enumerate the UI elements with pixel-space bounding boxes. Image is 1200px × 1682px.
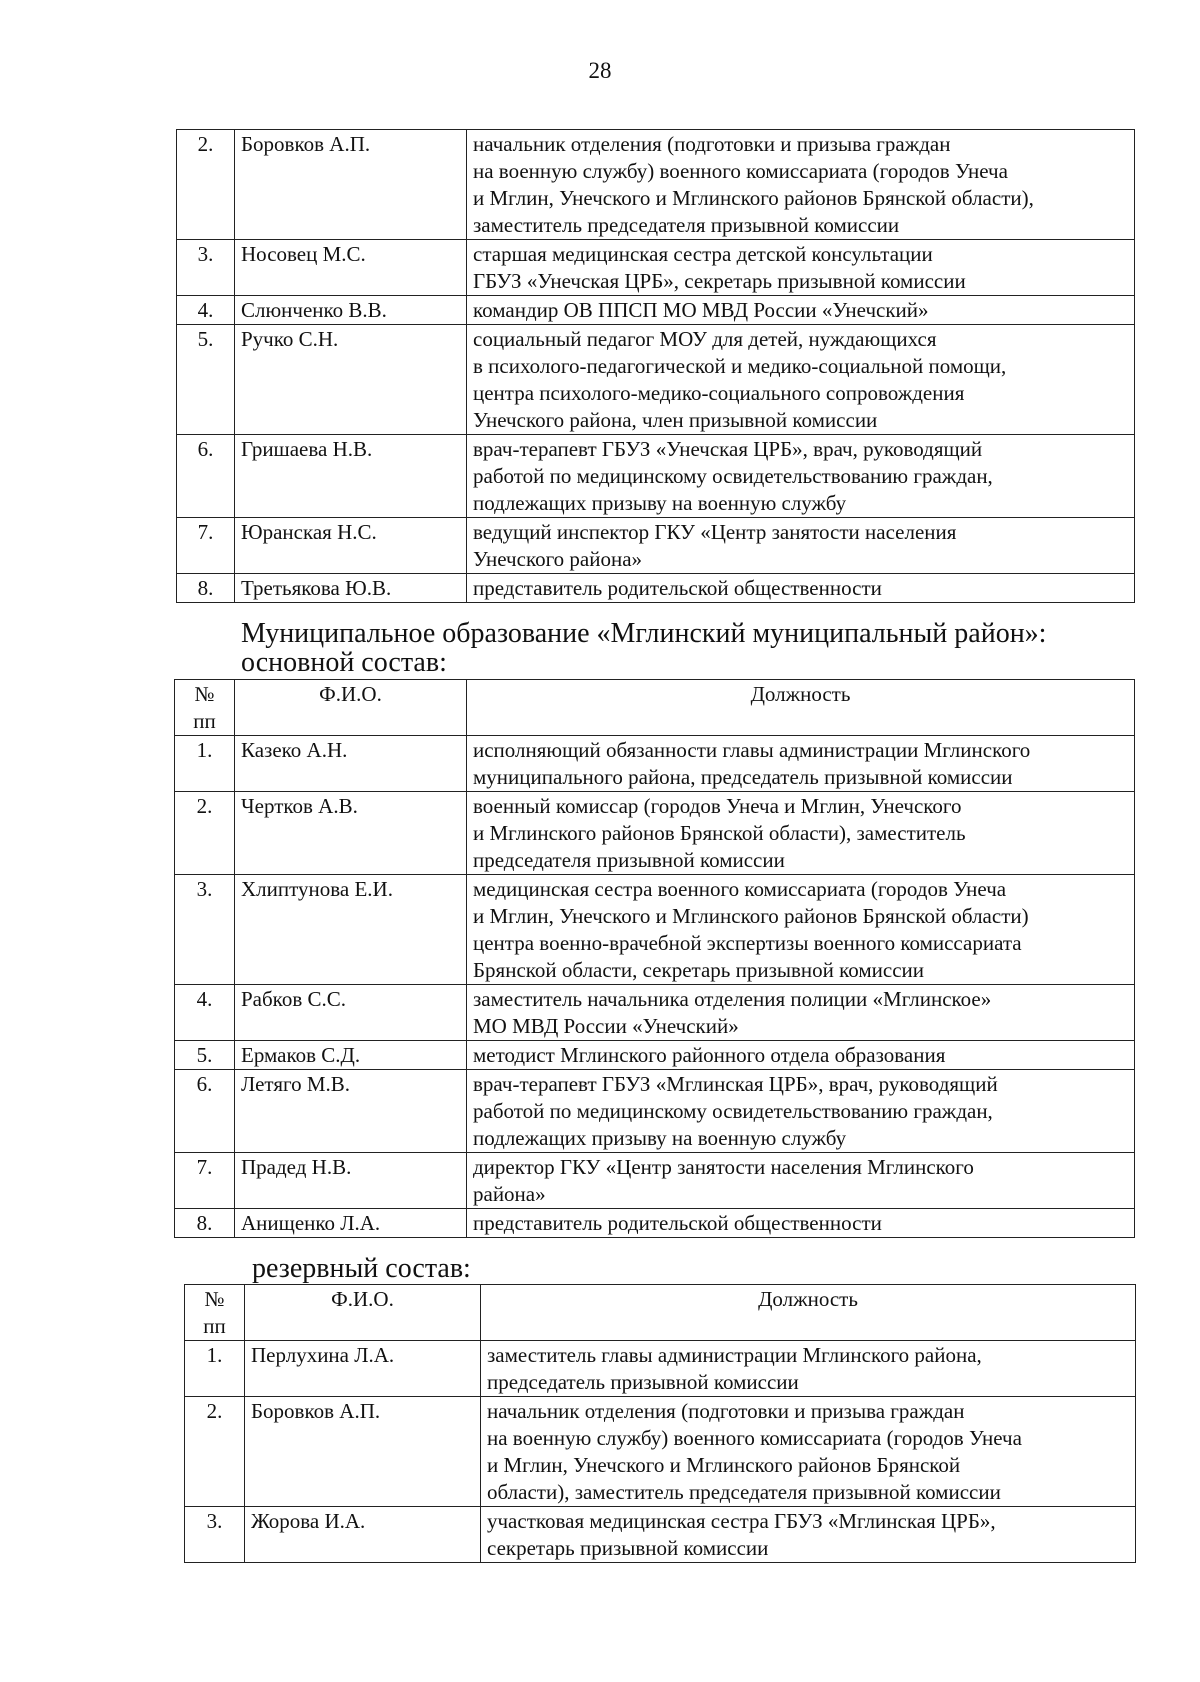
table-row	[177, 574, 1135, 603]
position-description: начальник отделения (подготовки и призыва граждан на военную службу) военного комиссариата (городов Унеча и Мглин, Унечского и Мглинского районов Брянской области), заместитель председателя призывной комиссии	[467, 130, 1135, 240]
table-row	[177, 325, 1135, 435]
position-description: врач-терапевт ГБУЗ «Унечская ЦРБ», врач, руководящий работой по медицинскому освидетельствованию граждан, подлежащих призыву на военную службу	[467, 435, 1135, 518]
person-name: Перлухина Л.А.	[245, 1341, 481, 1397]
table-row	[177, 435, 1135, 518]
position-description: методист Мглинского районного отдела образования	[467, 1041, 1135, 1070]
row-number: 6.	[177, 435, 235, 518]
position-description: ведущий инспектор ГКУ «Центр занятости населения Унечского района»	[467, 518, 1135, 574]
person-name: Ручко С.Н.	[235, 325, 467, 435]
table-row	[177, 296, 1135, 325]
table-row	[175, 1153, 1135, 1209]
column-header-position: Должность	[481, 1285, 1136, 1341]
row-number: 3.	[185, 1507, 245, 1563]
row-number: 3.	[175, 875, 235, 985]
section-heading-line2: основной состав:	[241, 647, 447, 678]
row-number: 8.	[175, 1209, 235, 1238]
position-description: исполняющий обязанности главы администрации Мглинского муниципального района, председатель призывной комиссии	[467, 736, 1135, 792]
position-description: представитель родительской общественности	[467, 1209, 1135, 1238]
position-description: старшая медицинская сестра детской консультации ГБУЗ «Унечская ЦРБ», секретарь призывной комиссии	[467, 240, 1135, 296]
table-row	[175, 1070, 1135, 1153]
table-row	[177, 518, 1135, 574]
person-name: Летяго М.В.	[235, 1070, 467, 1153]
row-number: 4.	[177, 296, 235, 325]
table-header-row	[185, 1285, 1136, 1341]
row-number: 7.	[175, 1153, 235, 1209]
person-name: Гришаева Н.В.	[235, 435, 467, 518]
position-description: медицинская сестра военного комиссариата (городов Унеча и Мглин, Унечского и Мглинского районов Брянской области) центра военно-врачебной экспертизы военного комиссариата Брянской области, секретарь призывной комиссии	[467, 875, 1135, 985]
person-name: Юранская Н.С.	[235, 518, 467, 574]
person-name: Рабков С.С.	[235, 985, 467, 1041]
row-number: 2.	[175, 792, 235, 875]
position-description: директор ГКУ «Центр занятости населения Мглинского района»	[467, 1153, 1135, 1209]
row-number: 2.	[177, 130, 235, 240]
person-name: Анищенко Л.А.	[235, 1209, 467, 1238]
table-header-row	[175, 680, 1135, 736]
row-number: 2.	[185, 1397, 245, 1507]
row-number: 5.	[177, 325, 235, 435]
table-row	[175, 1209, 1135, 1238]
table-row	[175, 736, 1135, 792]
page-number: 28	[588, 58, 612, 83]
row-number: 7.	[177, 518, 235, 574]
section-heading-line1: Муниципальное образование «Мглинский муниципальный район»:	[241, 618, 1047, 649]
position-description: представитель родительской общественности	[467, 574, 1135, 603]
person-name: Боровков А.П.	[235, 130, 467, 240]
position-description: заместитель начальника отделения полиции «Мглинское» МО МВД России «Унечский»	[467, 985, 1135, 1041]
row-number: 1.	[175, 736, 235, 792]
person-name: Третьякова Ю.В.	[235, 574, 467, 603]
column-header-number: № пп	[175, 680, 235, 736]
row-number: 3.	[177, 240, 235, 296]
reserve-heading: резервный состав:	[252, 1253, 471, 1284]
reserve-composition-table-body	[185, 1341, 1136, 1563]
continuation-table	[176, 129, 1135, 603]
column-header-position: Должность	[467, 680, 1135, 736]
person-name: Казеко А.Н.	[235, 736, 467, 792]
position-description: начальник отделения (подготовки и призыва граждан на военную службу) военного комиссариата (городов Унеча и Мглин, Унечского и Мглинского районов Брянской области), заместитель председателя призывной комиссии	[481, 1397, 1136, 1507]
continuation-table-body	[177, 130, 1135, 603]
person-name: Жорова И.А.	[245, 1507, 481, 1563]
table-row	[177, 130, 1135, 240]
position-description: врач-терапевт ГБУЗ «Мглинская ЦРБ», врач, руководящий работой по медицинскому освидетельствованию граждан, подлежащих призыву на военную службу	[467, 1070, 1135, 1153]
table-row	[175, 875, 1135, 985]
person-name: Прадед Н.В.	[235, 1153, 467, 1209]
row-number: 8.	[177, 574, 235, 603]
row-number: 1.	[185, 1341, 245, 1397]
main-composition-table	[174, 679, 1135, 1238]
column-header-name: Ф.И.О.	[245, 1285, 481, 1341]
column-header-number: № пп	[185, 1285, 245, 1341]
person-name: Чертков А.В.	[235, 792, 467, 875]
person-name: Ермаков С.Д.	[235, 1041, 467, 1070]
person-name: Носовец М.С.	[235, 240, 467, 296]
row-number: 4.	[175, 985, 235, 1041]
table-row	[175, 792, 1135, 875]
column-header-name: Ф.И.О.	[235, 680, 467, 736]
table-row	[175, 1041, 1135, 1070]
reserve-composition-table	[184, 1284, 1136, 1563]
row-number: 6.	[175, 1070, 235, 1153]
row-number: 5.	[175, 1041, 235, 1070]
person-name: Хлиптунова Е.И.	[235, 875, 467, 985]
table-row	[177, 240, 1135, 296]
table-row	[185, 1397, 1136, 1507]
position-description: командир ОВ ППСП МО МВД России «Унечский»	[467, 296, 1135, 325]
table-row	[175, 985, 1135, 1041]
table-row	[185, 1507, 1136, 1563]
table-row	[185, 1341, 1136, 1397]
position-description: участковая медицинская сестра ГБУЗ «Мглинская ЦРБ», секретарь призывной комиссии	[481, 1507, 1136, 1563]
person-name: Боровков А.П.	[245, 1397, 481, 1507]
person-name: Слюнченко В.В.	[235, 296, 467, 325]
position-description: социальный педагог МОУ для детей, нуждающихся в психолого-педагогической и медико-социальной помощи, центра психолого-медико-социального сопровождения Унечского района, член призывной комиссии	[467, 325, 1135, 435]
position-description: военный комиссар (городов Унеча и Мглин, Унечского и Мглинского районов Брянской области), заместитель председателя призывной комиссии	[467, 792, 1135, 875]
main-composition-table-body	[175, 736, 1135, 1238]
position-description: заместитель главы администрации Мглинского района, председатель призывной комиссии	[481, 1341, 1136, 1397]
